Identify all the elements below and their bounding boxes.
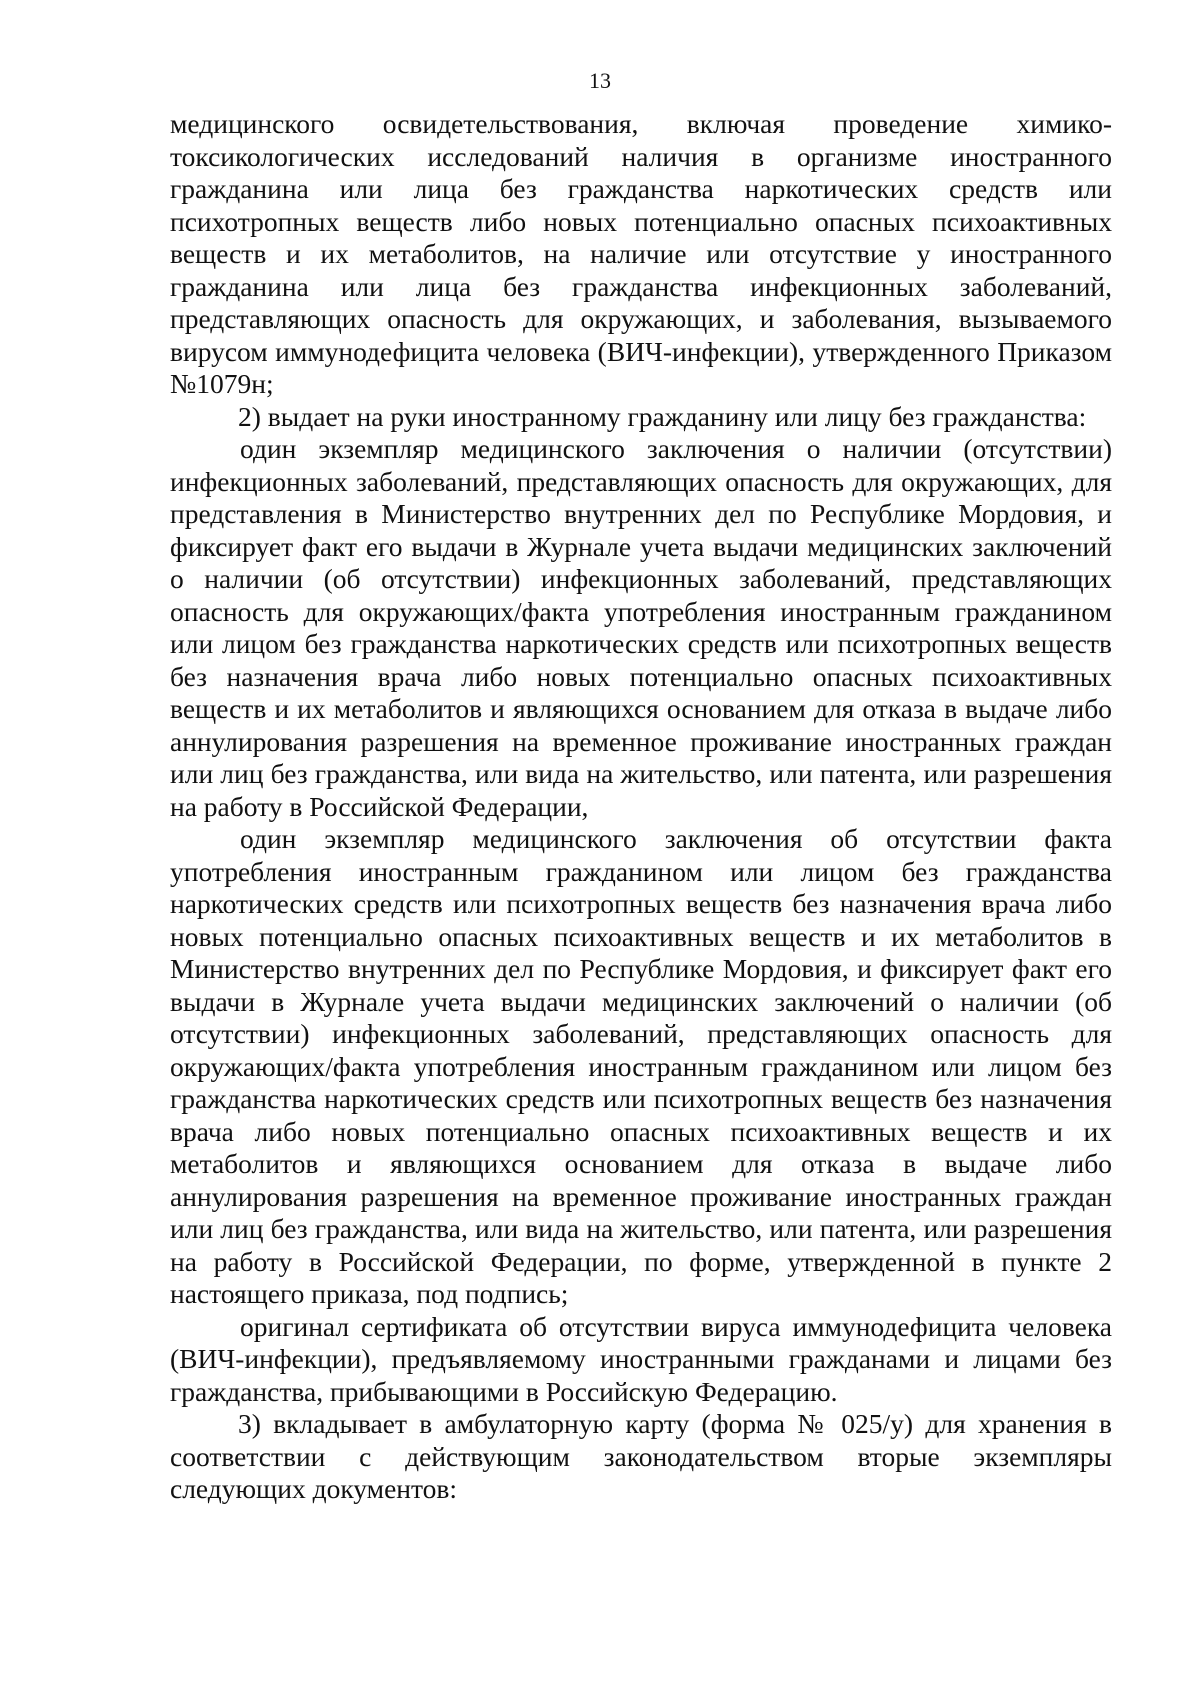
document-body: [170, 108, 1112, 1506]
paragraph-item-2-certificate: оригинал сертификата об отсутствии вируса иммунодефицита человека (ВИЧ-инфекции), предъявляемому иностранными гражданами и лицами без гражданства, прибывающими в Российскую Федерацию.: [170, 1310, 1112, 1407]
page-number: 13: [589, 68, 611, 93]
paragraph-item-2-first-copy: один экземпляр медицинского заключения о наличии (отсутствии) инфекционных заболеваний, представляющих опасность для окружающих, для представления в Министерство внутренних дел по Республике Мордовия, и фиксирует факт его выдачи в Журнале учета выдачи медицинских заключений о наличии (об отсутствии) инфекционных заболеваний, представляющих опасность для окружающих/факта употребления иностранным гражданином или лицом без гражданства наркотических средств или психотропных веществ без назначения врача либо новых потенциально опасных психоактивных веществ и их метаболитов и являющихся основанием для отказа в выдаче либо аннулирования разрешения на временное проживание иностранных граждан или лиц без гражданства, или вида на жительство, или патента, или разрешения на работу в Российской Федерации,: [170, 433, 1112, 822]
paragraph-item-2-second-copy: один экземпляр медицинского заключения об отсутствии факта употребления иностранным гражданином или лицом без гражданства наркотических средств или психотропных веществ без назначения врача либо новых потенциально опасных психоактивных веществ и их метаболитов в Министерство внутренних дел по Республике Мордовия, и фиксирует факт его выдачи в Журнале учета выдачи медицинских заключений о наличии (об отсутствии) инфекционных заболеваний, представляющих опасность для окружающих/факта употребления иностранным гражданином или лицом без гражданства наркотических средств или психотропных веществ без назначения врача либо новых потенциально опасных психоактивных веществ и их метаболитов и являющихся основанием для отказа в выдаче либо аннулирования разрешения на временное проживание иностранных граждан или лиц без гражданства, или вида на жительство, или патента, или разрешения на работу в Российской Федерации, по форме, утвержденной в пункте 2 настоящего приказа, под подпись;: [170, 823, 1112, 1309]
paragraph-item-3: 3) вкладывает в амбулаторную карту (форма № 025/у) для хранения в соответствии с действующим законодательством вторые экземпляры следующих документов:: [170, 1408, 1112, 1504]
paragraph-item-2: 2) выдает на руки иностранному гражданину или лицу без гражданства:: [238, 400, 1087, 432]
paragraph-continuation: медицинского освидетельствования, включая проведение химико-токсикологических исследований наличия в организме иностранного гражданина или лица без гражданства наркотических средств или психотропных веществ либо новых потенциально опасных психоактивных веществ и их метаболитов, на наличие или отсутствие у иностранного гражданина или лица без гражданства инфекционных заболеваний, представляющих опасность для окружающих, и заболевания, вызываемого вирусом иммунодефицита человека (ВИЧ-инфекции), утвержденного Приказом №1079н;: [170, 108, 1112, 399]
